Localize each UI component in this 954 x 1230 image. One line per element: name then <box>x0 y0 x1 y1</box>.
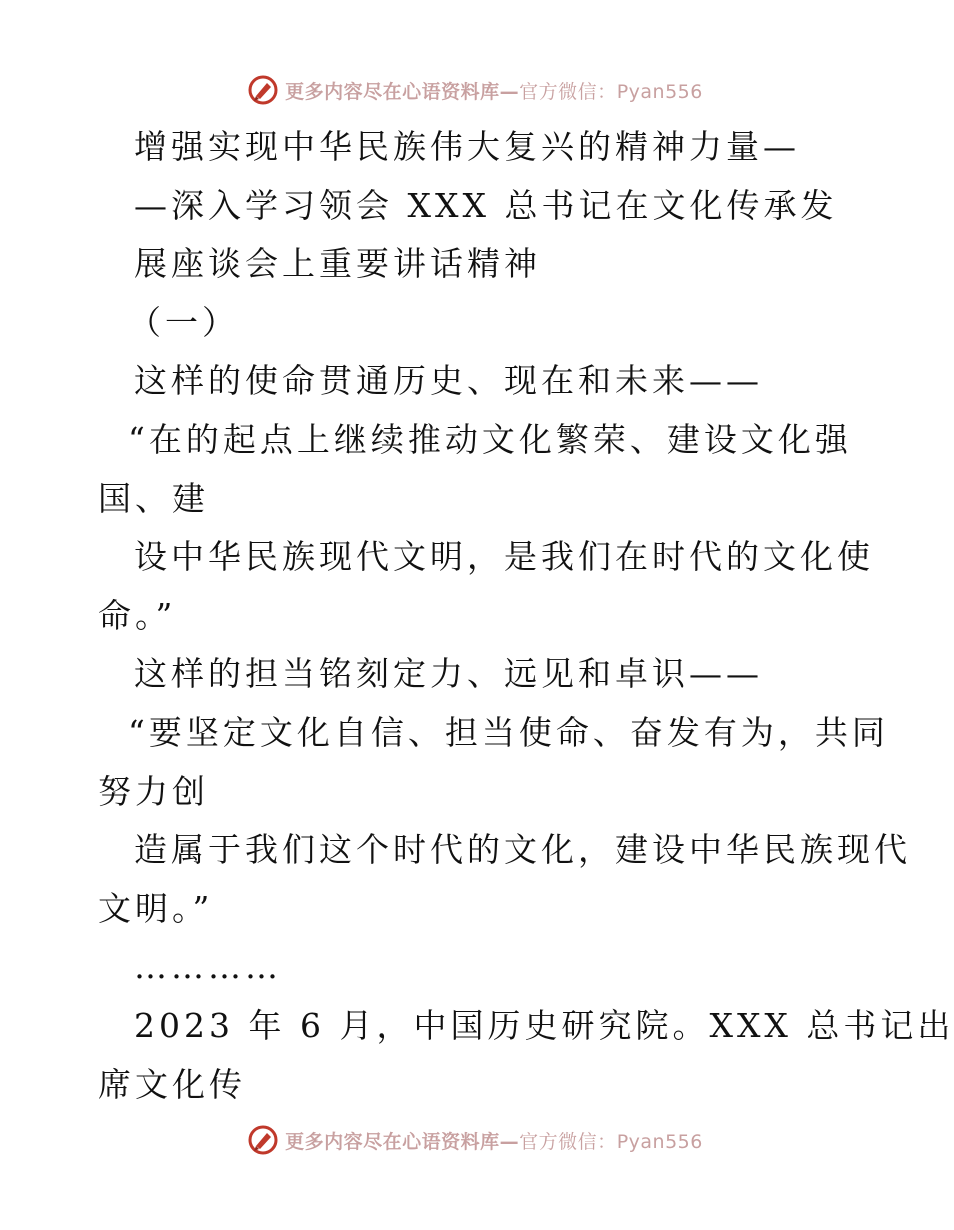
paragraph-line: 这样的担当铭刻定力、远见和卓识—— <box>134 654 763 694</box>
header-banner <box>0 70 950 110</box>
quote-line: 文明。” <box>98 888 214 928</box>
banner-title: 更多内容尽在心语资料库—官方微信：Pyan556 <box>285 1130 703 1153</box>
title-line-1: 增强实现中华民族伟大复兴的精神力量— <box>134 127 800 166</box>
pen-logo-icon <box>247 1124 279 1156</box>
title-line-3: 展座谈会上重要讲话精神 <box>134 244 541 284</box>
paragraph-line: 席文化传 <box>98 1064 246 1104</box>
title-line-2: —深入学习领会 XXX 总书记在文化传承发 <box>134 185 838 225</box>
document-body <box>98 118 954 1114</box>
quote-line: 造属于我们这个时代的文化，建设中华民族现代 <box>134 830 911 870</box>
footer-banner <box>0 1120 950 1160</box>
quote-line: 国、建 <box>98 478 209 518</box>
section-heading: （一） <box>128 302 239 342</box>
banner-title: 更多内容尽在心语资料库—官方微信：Pyan556 <box>285 80 703 103</box>
paragraph-line: 2023 年 6 月，中国历史研究院。XXX 总书记出 <box>134 1005 954 1045</box>
quote-line: “在的起点上继续推动文化繁荣、建设文化强 <box>128 419 852 459</box>
quote-line: 设中华民族现代文明，是我们在时代的文化使 <box>134 537 874 577</box>
quote-line: 命。” <box>98 595 177 635</box>
paragraph-line: 这样的使命贯通历史、现在和未来—— <box>134 361 763 401</box>
ellipsis-line: ………… <box>134 947 282 987</box>
pen-logo-icon <box>247 74 279 106</box>
quote-line: “要坚定文化自信、担当使命、奋发有为，共同 <box>128 712 889 752</box>
quote-line: 努力创 <box>98 771 209 811</box>
